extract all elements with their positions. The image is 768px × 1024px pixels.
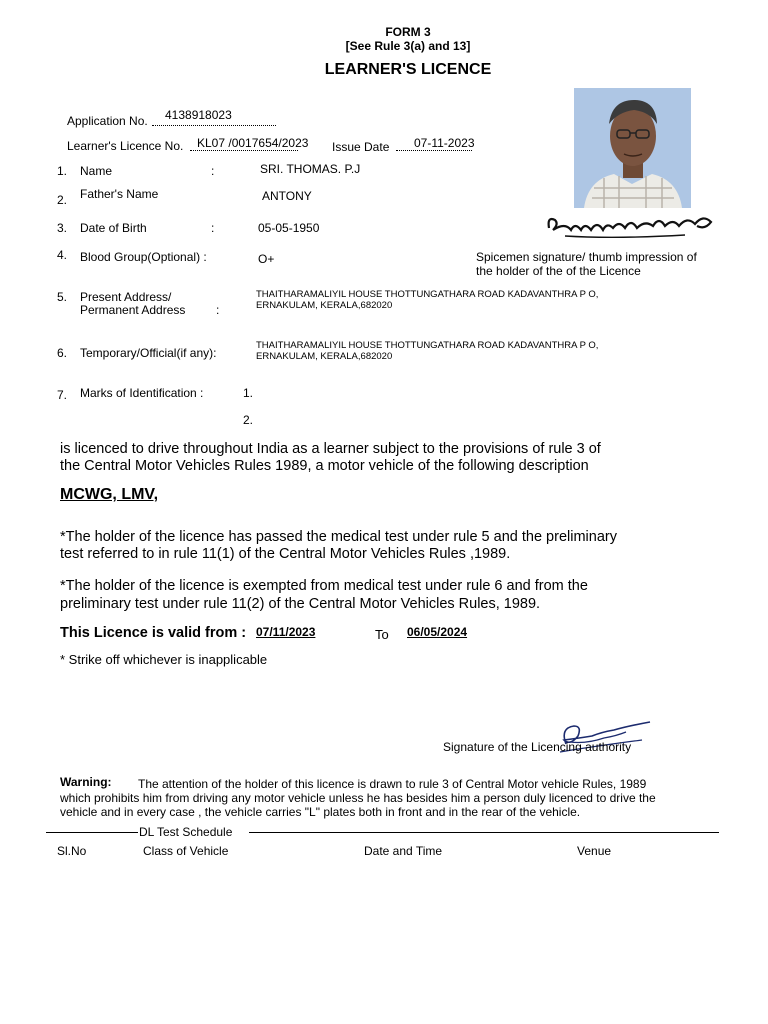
page-title: LEARNER'S LICENCE xyxy=(324,61,492,78)
identification-mark-1: 1. xyxy=(243,386,254,400)
dob-value: 05-05-1950 xyxy=(258,221,320,235)
application-number: 4138918023 xyxy=(165,108,232,122)
issue-date-label: Issue Date xyxy=(332,140,390,154)
permanent-address-label: Permanent Address xyxy=(80,303,186,317)
present-address-line2: ERNAKULAM, KERALA,682020 xyxy=(256,300,393,311)
name-colon: : xyxy=(211,164,215,178)
blood-group-label: Blood Group(Optional) : xyxy=(80,250,207,264)
warning-line3: vehicle and in every case , the vehicle carries "L" plates both in front and in the rear of the vehicle. xyxy=(60,805,581,819)
validity-label: This Licence is valid from : xyxy=(60,625,247,641)
column-venue: Venue xyxy=(577,844,612,858)
authority-caption: Signature of the Licencing authority xyxy=(443,740,632,754)
issue-date-value: 07-11-2023 xyxy=(414,136,475,150)
medical-test-line1: *The holder of the licence has passed the medical test under rule 5 and the preliminary xyxy=(60,529,617,545)
licence-label: Learner's Licence No. xyxy=(67,139,184,153)
father-name-value: ANTONY xyxy=(262,189,312,203)
field-num-4: 4. xyxy=(57,248,68,262)
schedule-rule-left xyxy=(46,832,138,833)
holder-photo xyxy=(574,88,691,208)
dob-label: Date of Birth xyxy=(80,221,147,235)
strike-off-note: * Strike off whichever is inapplicable xyxy=(60,652,268,667)
name-label: Name xyxy=(80,164,113,178)
temporary-address-line2: ERNAKULAM, KERALA,682020 xyxy=(256,351,393,362)
identification-mark-2: 2. xyxy=(243,413,254,427)
vehicle-classes: MCWG, LMV, xyxy=(60,486,159,503)
temporary-address-line1: THAITHARAMALIYIL HOUSE THOTTUNGATHARA ROAD KADAVANTHRA P O, xyxy=(256,340,599,351)
application-dotline xyxy=(152,124,276,126)
field-num-7: 7. xyxy=(57,388,68,402)
schedule-rule-right xyxy=(249,832,719,833)
present-address-line1: THAITHARAMALIYIL HOUSE THOTTUNGATHARA ROAD KADAVANTHRA P O, xyxy=(256,289,599,300)
column-date-and-time: Date and Time xyxy=(364,844,443,858)
form-rule: [See Rule 3(a) and 13] xyxy=(345,39,471,53)
warning-line2: which prohibits him from driving any motor vehicle unless he has besides him a person duly licenced to drive the xyxy=(60,791,656,805)
warning-label: Warning: xyxy=(60,775,112,789)
form-number: FORM 3 xyxy=(385,25,431,39)
column-sl-no: Sl.No xyxy=(57,844,87,858)
valid-from-date: 07/11/2023 xyxy=(256,625,316,639)
name-value: SRI. THOMAS. P.J xyxy=(260,162,361,176)
licence-number: KL07 /0017654/2023 xyxy=(197,136,309,150)
field-num-6: 6. xyxy=(57,346,68,360)
exemption-line1: *The holder of the licence is exempted from medical test under rule 6 and from the xyxy=(60,578,588,594)
blood-group-value: O+ xyxy=(258,252,275,266)
application-label: Application No. xyxy=(67,114,148,128)
dob-colon: : xyxy=(211,221,215,235)
exemption-line2: preliminary test under rule 11(2) of the Central Motor Vehicles Rules, 1989. xyxy=(60,596,541,612)
licence-text-line1: is licenced to drive throughout India as a learner subject to the provisions of rule 3 of xyxy=(60,441,601,457)
licence-text-line2: the Central Motor Vehicles Rules 1989, a motor vehicle of the following description xyxy=(60,458,589,474)
medical-test-line2: test referred to in rule 11(1) of the Central Motor Vehicles Rules ,1989. xyxy=(60,546,511,562)
field-num-1: 1. xyxy=(57,164,68,178)
holder-signature xyxy=(545,208,717,242)
field-num-3: 3. xyxy=(57,221,68,235)
address-colon: : xyxy=(216,303,220,317)
specimen-caption-1: Spicemen signature/ thumb impression of xyxy=(476,250,697,264)
schedule-title: DL Test Schedule xyxy=(139,825,233,839)
temporary-address-label: Temporary/Official(if any): xyxy=(80,346,217,360)
present-address-label: Present Address/ xyxy=(80,290,172,304)
valid-to-date: 06/05/2024 xyxy=(407,625,468,639)
field-num-2: 2. xyxy=(57,193,68,207)
warning-line1: The attention of the holder of this licence is drawn to rule 3 of Central Motor vehicle Rules, 1989 xyxy=(138,777,647,791)
specimen-caption-2: the holder of the of the Licence xyxy=(476,264,641,278)
field-num-5: 5. xyxy=(57,290,68,304)
valid-to-label: To xyxy=(375,627,389,642)
identification-label: Marks of Identification : xyxy=(80,386,204,400)
father-name-label: Father's Name xyxy=(80,187,159,201)
column-class-of-vehicle: Class of Vehicle xyxy=(143,844,229,858)
